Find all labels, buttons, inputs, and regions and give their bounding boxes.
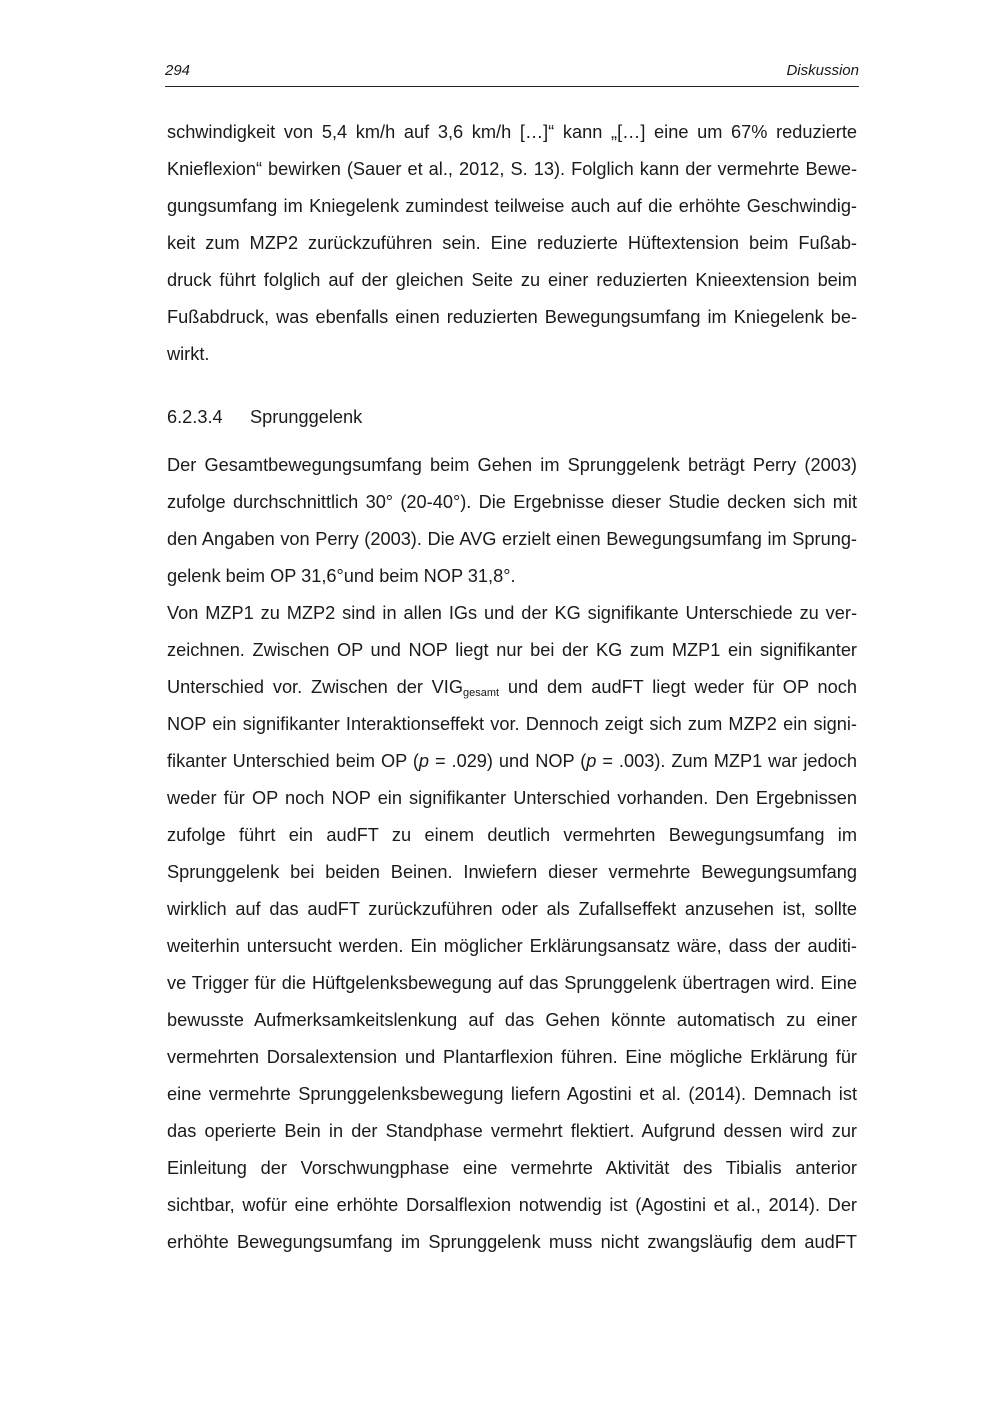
text-segment: und dem audFT liegt weder für OP noch bbox=[499, 677, 857, 697]
text-line: bewusste Aufmerksamkeitslenkung auf das Gehen könnte automatisch zu einer bbox=[167, 1010, 857, 1030]
text-line bbox=[167, 749, 857, 773]
text-line: weder für OP noch NOP ein signifikanter Unterschied vorhanden. Den Ergebnissen bbox=[167, 788, 857, 808]
text-line: wirklich auf das audFT zurückzuführen oder als Zufallseffekt anzusehen ist, sollte bbox=[167, 899, 857, 919]
text-line: Einleitung der Vorschwungphase eine vermehrte Aktivität des Tibialis anterior bbox=[167, 1158, 857, 1178]
p-value-symbol: p bbox=[586, 751, 597, 771]
text-line: zufolge durchschnittlich 30° (20-40°). Die Ergebnisse dieser Studie decken sich mit bbox=[167, 492, 857, 512]
text-line: ve Trigger für die Hüftgelenksbewegung auf das Sprunggelenk übertragen wird. Eine bbox=[167, 973, 857, 993]
text-line: NOP ein signifikanter Interaktionseffekt vor. Dennoch zeigt sich zum MZP2 ein signi- bbox=[167, 714, 857, 734]
text-line: schwindigkeit von 5,4 km/h auf 3,6 km/h […]“ kann „[…] eine um 67% reduzierte bbox=[167, 122, 857, 142]
text-segment: = .003). Zum MZP1 war jedoch bbox=[596, 751, 857, 771]
page-header bbox=[165, 58, 859, 87]
text-line: Der Gesamtbewegungsumfang beim Gehen im Sprunggelenk beträgt Perry (2003) bbox=[167, 455, 857, 475]
text-line: vermehrten Dorsalextension und Plantarflexion führen. Eine mögliche Erklärung für bbox=[167, 1047, 857, 1067]
text-line bbox=[167, 675, 857, 699]
text-line: erhöhte Bewegungsumfang im Sprunggelenk muss nicht zwangsläufig dem audFT bbox=[167, 1232, 857, 1252]
text-segment: = .029) und NOP ( bbox=[429, 751, 587, 771]
text-line: den Angaben von Perry (2003). Die AVG erzielt einen Bewegungsumfang im Sprung- bbox=[167, 529, 857, 549]
p-value-symbol: p bbox=[418, 751, 430, 771]
text-line: gungsumfang im Kniegelenk zumindest teilweise auch auf die erhöhte Geschwindig- bbox=[167, 196, 857, 216]
section-title: Sprunggelenk bbox=[250, 407, 363, 427]
text-segment: fikanter Unterschied beim OP ( bbox=[167, 751, 419, 771]
text-line: das operierte Bein in der Standphase vermehrt flektiert. Aufgrund dessen wird zur bbox=[167, 1121, 857, 1141]
text-line: Fußabdruck, was ebenfalls einen reduzierten Bewegungsumfang im Kniegelenk be- bbox=[167, 307, 857, 327]
text-line: zeichnen. Zwischen OP und NOP liegt nur bei der KG zum MZP1 ein signifikanter bbox=[167, 640, 857, 660]
text-line: sichtbar, wofür eine erhöhte Dorsalflexion notwendig ist (Agostini et al., 2014). Der bbox=[167, 1195, 857, 1215]
text-line: gelenk beim OP 31,6°und beim NOP 31,8°. bbox=[167, 566, 516, 586]
text-segment: Unterschied vor. Zwischen der VIG bbox=[167, 677, 464, 697]
text-line: druck führt folglich auf der gleichen Seite zu einer reduzierten Knieextension beim bbox=[167, 270, 857, 290]
text-line: keit zum MZP2 zurückzuführen sein. Eine reduzierte Hüftextension beim Fußab- bbox=[167, 233, 857, 253]
subscript: gesamt bbox=[463, 687, 500, 699]
text-line: weiterhin untersucht werden. Ein möglicher Erklärungsansatz wäre, dass der auditi- bbox=[167, 936, 857, 956]
text-line: Knieflexion“ bewirken (Sauer et al., 2012, S. 13). Folglich kann der vermehrte Bewe- bbox=[167, 159, 857, 179]
text-line: zufolge führt ein audFT zu einem deutlich vermehrten Bewegungsumfang im bbox=[167, 825, 857, 845]
running-head: Diskussion bbox=[786, 62, 859, 79]
text-line: eine vermehrte Sprunggelenksbewegung liefern Agostini et al. (2014). Demnach ist bbox=[167, 1084, 857, 1104]
text-line: Sprunggelenk bei beiden Beinen. Inwiefern dieser vermehrte Bewegungsumfang bbox=[167, 862, 857, 882]
text-line: wirkt. bbox=[167, 344, 210, 364]
text-line: Von MZP1 zu MZP2 sind in allen IGs und der KG signifikante Unterschiede zu ver- bbox=[167, 603, 857, 623]
section-number: 6.2.3.4 bbox=[167, 407, 223, 427]
page-number: 294 bbox=[165, 62, 191, 79]
